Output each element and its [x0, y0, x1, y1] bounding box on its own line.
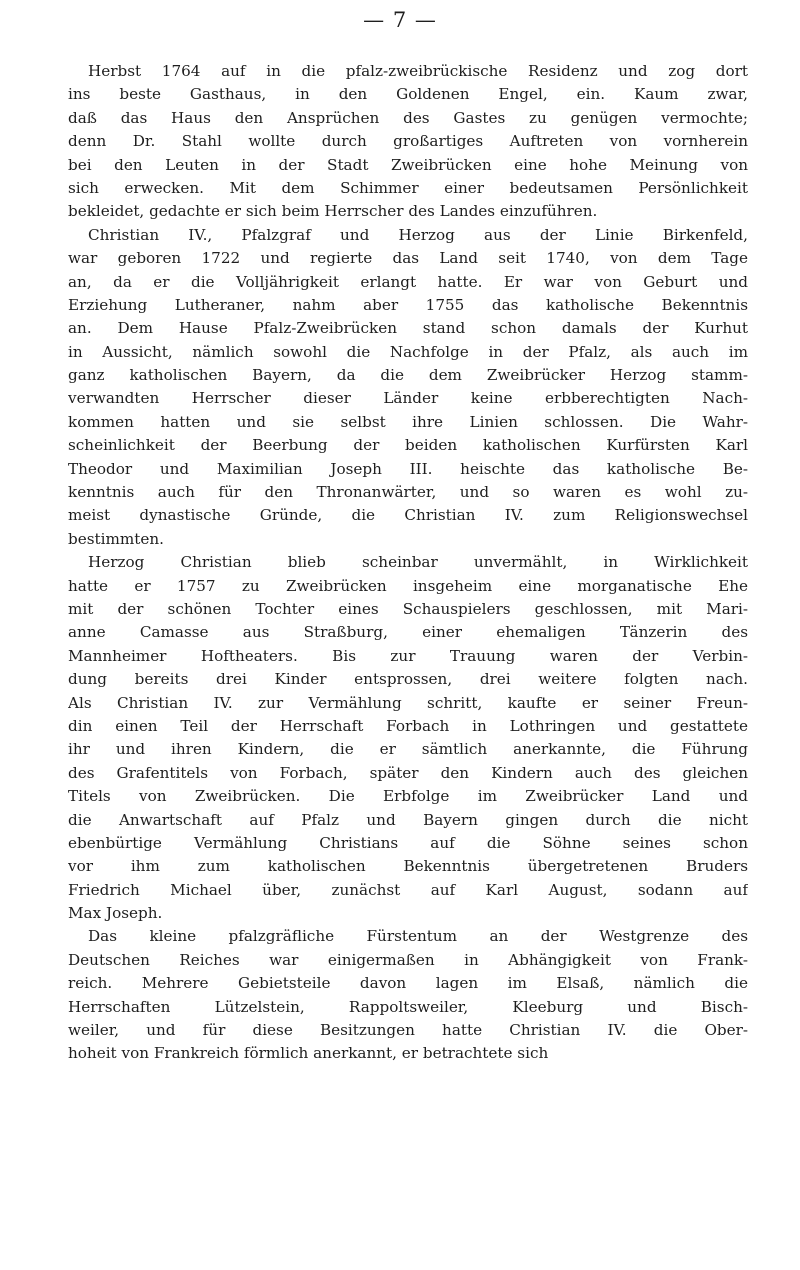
- text-line: Herbst 1764 auf in die pfalz-zweibrückische Residenz und zog dort: [88, 62, 748, 80]
- text-line: Herzog Christian blieb scheinbar unvermählt, in Wirklichkeit: [88, 553, 748, 572]
- text-line: dung bereits drei Kinder entsprossen, drei weitere folgten nach.: [68, 670, 748, 689]
- paragraph: [68, 224, 748, 551]
- text-line: Deutschen Reiches war einigermaßen in Abhängigkeit von Frank-: [68, 950, 748, 969]
- text-line: Mannheimer Hoftheaters. Bis zur Trauung waren der Verbin-: [68, 646, 748, 665]
- text-line: anne Camasse aus Straßburg, einer ehemaligen Tänzerin des: [68, 623, 748, 642]
- text-line: ihr und ihren Kindern, die er sämtlich anerkannte, die Führung: [68, 740, 748, 759]
- text-line: die Anwartschaft auf Pfalz und Bayern gingen durch die nicht: [68, 810, 748, 829]
- text-line: Friedrich Michael über, zunächst auf Karl August, sodann auf: [68, 880, 748, 899]
- text-line: reich. Mehrere Gebietsteile davon lagen im Elsaß, nämlich die: [68, 974, 748, 993]
- paragraph: [68, 925, 748, 1065]
- text-line: kenntnis auch für den Thronanwärter, und so waren es wohl zu-: [68, 483, 748, 502]
- text-line: in Aussicht, nämlich sowohl die Nachfolge in der Pfalz, als auch im: [68, 342, 748, 361]
- text-line: Titels von Zweibrücken. Die Erbfolge im Zweibrücker Land und: [68, 787, 748, 806]
- text-line: ins beste Gasthaus, in den Goldenen Engel, ein. Kaum zwar,: [68, 85, 748, 104]
- text-line: weiler, und für diese Besitzungen hatte Christian IV. die Ober-: [68, 1021, 748, 1040]
- text-line: ebenbürtige Vermählung Christians auf die Söhne seines schon: [68, 833, 748, 852]
- paragraph: [68, 60, 748, 224]
- text-line: din einen Teil der Herrschaft Forbach in Lothringen und gestattete: [68, 716, 748, 735]
- text-line: Erziehung Lutheraner, nahm aber 1755 das katholische Bekenntnis: [68, 295, 748, 314]
- text-line: bei den Leuten in der Stadt Zweibrücken eine hohe Meinung von: [68, 155, 748, 174]
- text-line: daß das Haus den Ansprüchen des Gastes zu genügen vermochte;: [68, 108, 748, 127]
- text-line: Max Joseph.: [68, 904, 163, 923]
- text-line: Herrschaften Lützelstein, Rappoltsweiler, Kleeburg und Bisch-: [68, 997, 748, 1016]
- text-line: bestimmten.: [68, 529, 164, 548]
- text-line: war geboren 1722 und regierte das Land seit 1740, von dem Tage: [68, 249, 748, 268]
- text-line: verwandten Herrscher dieser Länder keine erbberechtigten Nach-: [68, 389, 748, 408]
- text-line: bekleidet, gedachte er sich beim Herrscher des Landes einzuführen.: [68, 202, 598, 221]
- text-line: an. Dem Hause Pfalz-Zweibrücken stand schon damals der Kurhut: [68, 319, 748, 338]
- text-line: Als Christian IV. zur Vermählung schritt, kaufte er seiner Freun-: [68, 693, 748, 712]
- text-line: denn Dr. Stahl wollte durch großartiges Auftreten von vornherein: [68, 132, 748, 151]
- text-line: hoheit von Frankreich förmlich anerkannt, er betrachtete sich: [68, 1044, 549, 1063]
- text-line: kommen hatten und sie selbst ihre Linien schlossen. Die Wahr-: [68, 412, 748, 431]
- text-line: Christian IV., Pfalzgraf und Herzog aus der Linie Birkenfeld,: [88, 225, 748, 244]
- text-line: ganz katholischen Bayern, da die dem Zweibrücker Herzog stamm-: [68, 366, 748, 385]
- text-line: meist dynastische Gründe, die Christian IV. zum Religionswechsel: [68, 506, 748, 525]
- text-line: vor ihm zum katholischen Bekenntnis übergetretenen Bruders: [68, 857, 748, 876]
- text-line: Theodor und Maximilian Joseph III. heischte das katholische Be-: [68, 459, 748, 478]
- text-line: an, da er die Volljährigkeit erlangt hatte. Er war von Geburt und: [68, 272, 748, 291]
- text-line: scheinlichkeit der Beerbung der beiden katholischen Kurfürsten Karl: [68, 436, 748, 455]
- text-line: Das kleine pfalzgräfliche Fürstentum an der Westgrenze des: [88, 927, 748, 946]
- paragraph: [68, 551, 748, 925]
- page-number: — 7 —: [363, 8, 437, 32]
- text-line: mit der schönen Tochter eines Schauspielers geschlossen, mit Mari-: [68, 599, 748, 618]
- text-body: [68, 60, 748, 1066]
- text-line: des Grafentitels von Forbach, später den Kindern auch des gleichen: [68, 763, 748, 782]
- text-line: hatte er 1757 zu Zweibrücken insgeheim eine morganatische Ehe: [68, 576, 748, 595]
- text-line: sich erwecken. Mit dem Schimmer einer bedeutsamen Persönlichkeit: [68, 178, 748, 197]
